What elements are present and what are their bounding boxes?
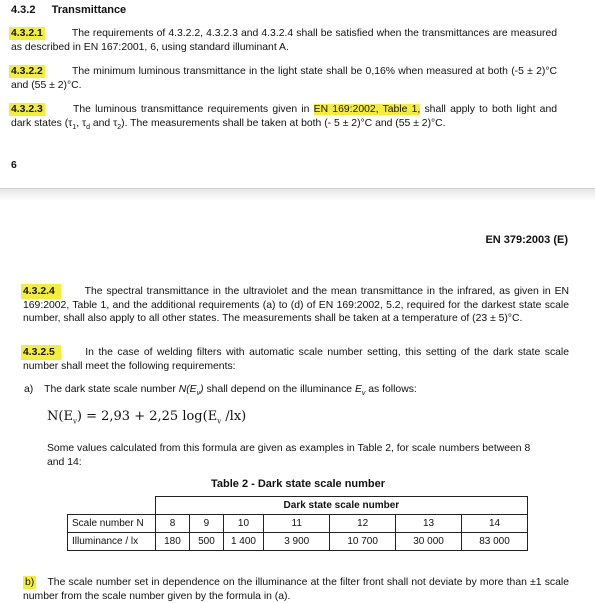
clause-number-highlight: 4.3.2.1 [11,28,43,39]
clause-number-highlight: 4.3.2.3 [11,104,43,115]
variable-part: N(E [178,384,197,395]
clause-text-part: ). The measurements shall be taken at both (- 5 ± 2)°C and (55 ± 2)°C. [121,117,446,129]
clause-4-3-2-2 [11,65,557,92]
document-header: EN 379:2003 (E) [485,234,568,246]
table-group-header: Dark state scale number [155,497,527,515]
subscript: d [86,123,90,131]
table-caption: Table 2 - Dark state scale number [211,478,386,490]
dark-state-table [67,496,528,551]
formula [47,409,246,426]
standard-reference-highlight: EN 169:2002, Table 1, [313,104,421,115]
clause-4-3-2-5 [23,346,569,373]
formula-part: N(E [47,409,73,424]
table-cell: 11 [264,515,330,533]
table-corner [68,497,156,515]
row-label: Illuminance / lx [68,533,156,551]
table-row [68,515,528,533]
clause-text-part: The luminous transmittance requirements given in [73,104,314,115]
item-text-part: shall depend on the illuminance [203,384,355,395]
table-row [68,533,528,551]
variable [178,384,204,398]
item-text: The scale number set in dependence on the illuminance at the filter front shall not deviate by more than ±1 scale number from the scale number given by the formula in (a). [23,577,569,602]
subscript: v [217,417,222,426]
clause-4-3-2-3 [11,103,557,134]
section-number: 4.3.2 [11,4,36,16]
example-note: Some values calculated from this formula are given as examples in Table 2, for scale numbers between 8 and 14: [47,443,531,468]
clause-text: The spectral transmittance in the ultraviolet and the mean transmittance in the infrared, as given in EN 169:2002, Table 1, and the additional requirements (a) to (d) of EN 169:2002, 5.2, required for the darkest state scale number, shall also apply to all other states. The measurements shall be taken at a temperature of (23 ± 5)°C. [23,286,569,324]
item-text-part: The dark state scale number [44,384,179,395]
clause-number-highlight: 4.3.2.5 [21,345,61,360]
variable-part: E [354,384,362,395]
table-cell: 3 900 [264,533,330,551]
table-cell: 10 [223,515,264,533]
clause-text: In the case of welding filters with automatic scale number setting, this setting of the dark state scale number shall meet the following requirements: [23,347,570,372]
subscript: 2 [117,123,122,131]
subscript: 1 [72,123,77,131]
item-label-highlight: b) [25,577,35,588]
clause-text-part: , τ [76,117,87,129]
table-cell: 12 [330,515,396,533]
table-cell: 10 700 [330,533,396,551]
clause-text-part: shall apply to both light and dark states (τ [11,104,558,129]
variable-part: ) [200,384,204,395]
formula-part: ) = 2,93 + 2,25 log(E [76,409,218,424]
section-heading [11,4,126,16]
list-item-b [23,576,569,603]
table-cell: 9 [190,515,223,533]
variable [354,384,366,398]
subscript: v [72,417,77,426]
table-cell: 83 000 [462,533,528,551]
table-cell: 1 400 [223,533,264,551]
list-item-a [24,384,564,397]
table-cell: 14 [462,515,528,533]
subscript: v [196,390,201,398]
table-header-row [68,497,528,515]
item-text-part: as follows: [365,384,417,395]
clause-4-3-2-4 [23,285,569,326]
row-label-text: Scale number N [72,518,144,529]
clause-number-highlight: 4.3.2.2 [11,66,43,77]
row-label [68,515,156,533]
current-page [0,200,595,600]
section-title: Transmittance [51,4,127,16]
table-cell: 30 000 [396,533,462,551]
clause-number-highlight: 4.3.2.4 [21,284,61,299]
item-label: a) [24,384,34,395]
clause-text: The minimum luminous transmittance in the light state shall be 0,16% when measured at both (-5 ± 2)°C and (55 ± 2)°C. [11,66,557,91]
clause-4-3-2-1 [11,27,557,54]
clause-text-part: and τ [89,117,118,129]
table-cell: 180 [155,533,189,551]
previous-page [0,0,595,188]
table-cell: 8 [155,515,189,533]
subscript: v [361,390,366,398]
table-cell: 500 [190,533,223,551]
clause-text: The requirements of 4.3.2.2, 4.3.2.3 and 4.3.2.4 shall be satisfied when the transmittances are measured as described in EN 167:2001, 6, using standard illuminant A. [11,28,557,53]
table-cell: 13 [396,515,462,533]
formula-part: /lx) [221,409,247,424]
page-number: 6 [11,160,17,171]
